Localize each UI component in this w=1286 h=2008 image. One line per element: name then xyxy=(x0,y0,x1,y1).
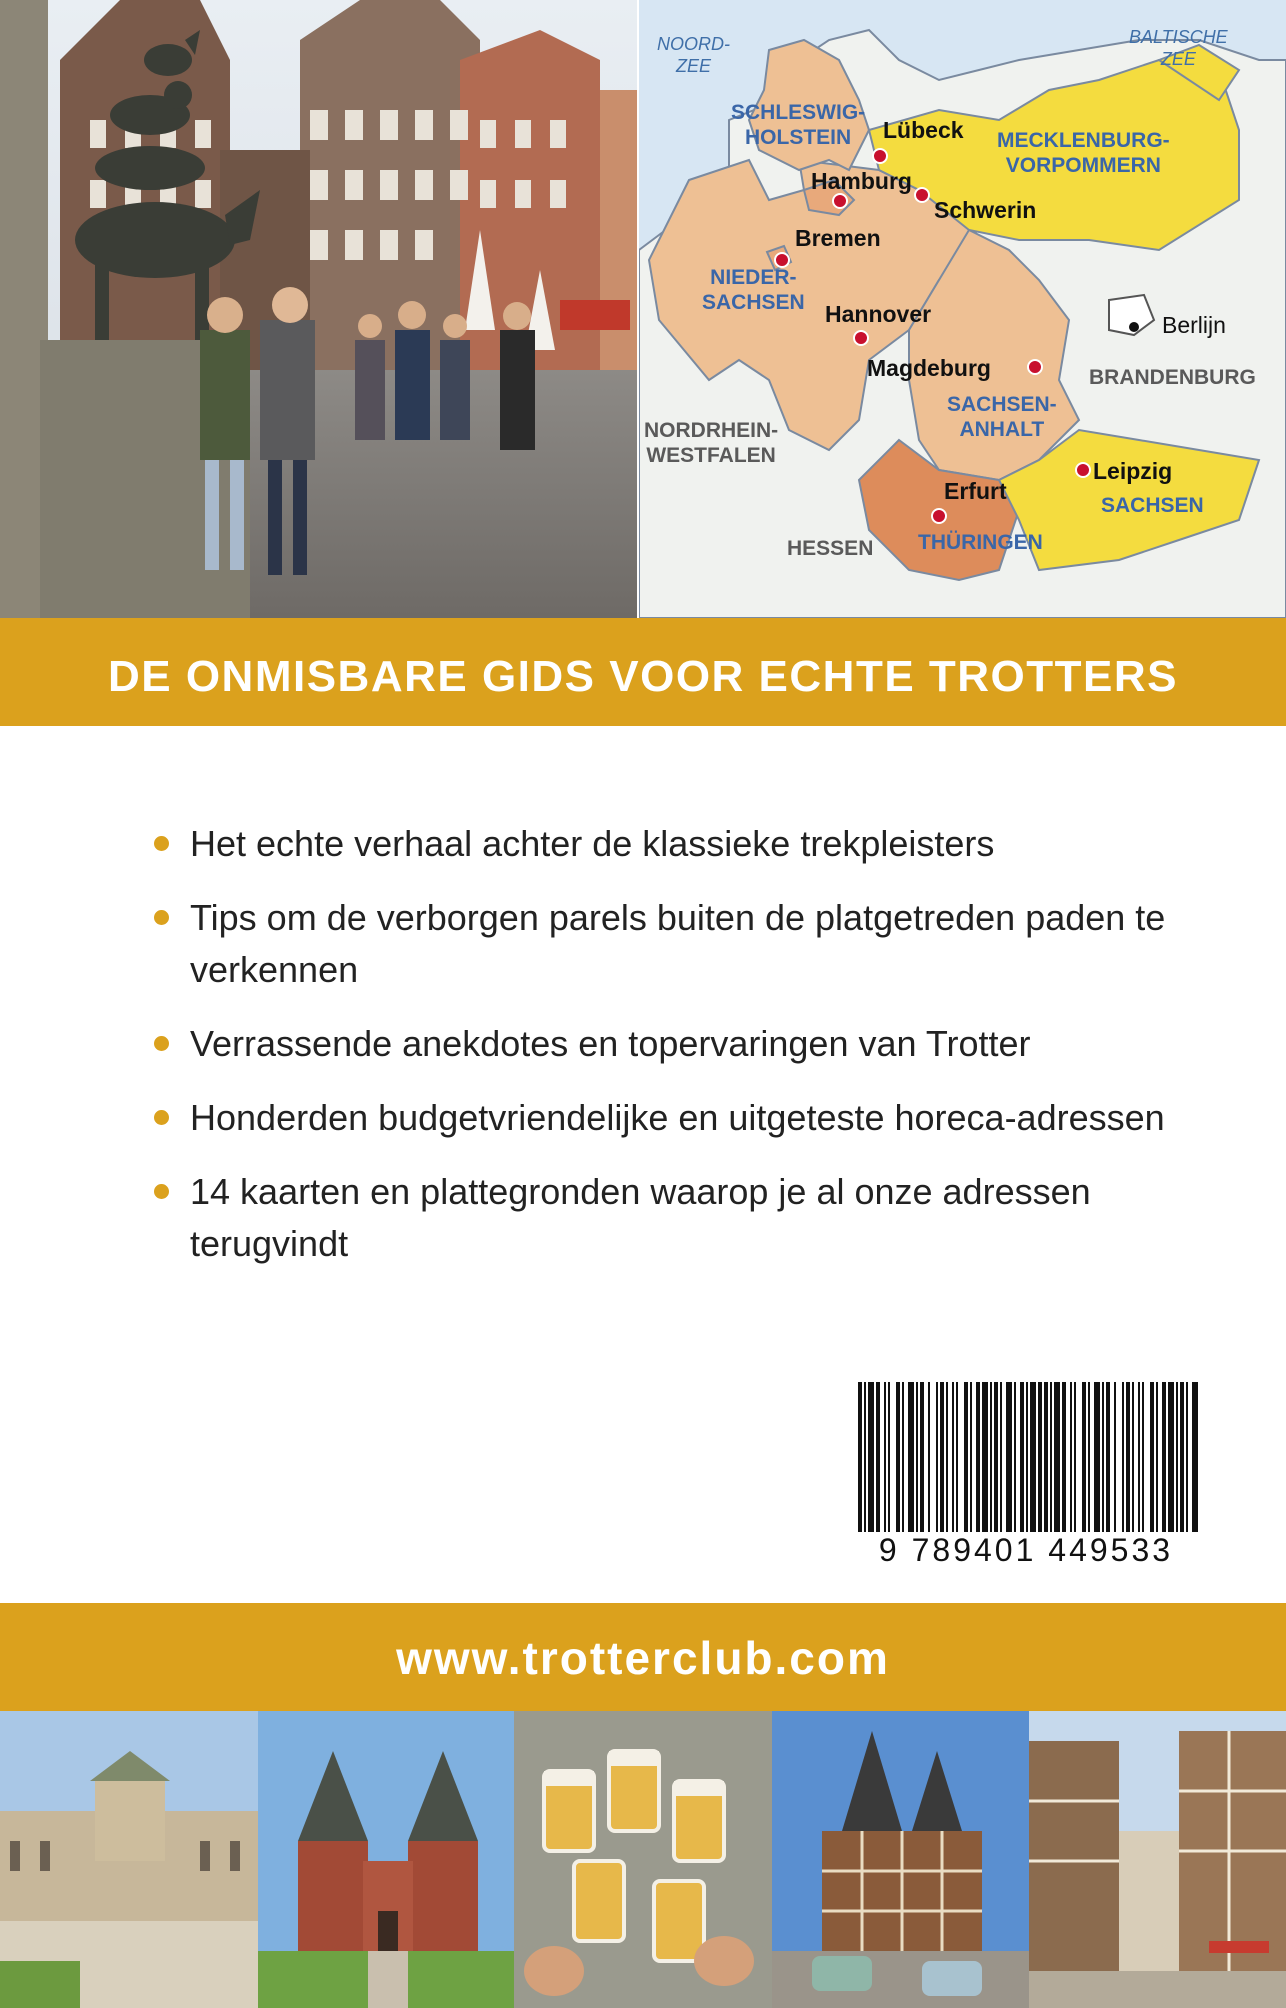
barcode-bar xyxy=(946,1382,948,1532)
half-timbered-street-photo xyxy=(1029,1711,1286,2008)
barcode-bar xyxy=(928,1382,930,1532)
state-label-schleswig-holstein: SCHLESWIG- HOLSTEIN xyxy=(731,101,866,149)
barcode-bar xyxy=(1142,1382,1144,1532)
germany-map xyxy=(639,0,1286,618)
zwinger-palace-photo xyxy=(0,1711,258,2008)
tagline-banner xyxy=(0,618,1286,726)
barcode-bar xyxy=(876,1382,880,1532)
barcode-bar xyxy=(1070,1382,1072,1532)
city-label-hannover: Hannover xyxy=(825,301,932,327)
barcode-bar xyxy=(1102,1382,1104,1532)
website-link[interactable]: www.trotterclub.com xyxy=(396,1632,890,1684)
barcode-bar xyxy=(940,1382,944,1532)
barcode-bar xyxy=(1132,1382,1134,1532)
barcode-bar xyxy=(868,1382,874,1532)
city-label-erfurt: Erfurt xyxy=(944,478,1007,504)
barcode-bar xyxy=(916,1382,918,1532)
barcode-bar xyxy=(1094,1382,1100,1532)
barcode-bar xyxy=(982,1382,988,1532)
state-label-thueringen: THÜRINGEN xyxy=(918,531,1043,554)
bremen-town-musicians-photo xyxy=(0,0,637,618)
barcode-bar xyxy=(1162,1382,1166,1532)
barcode-bar xyxy=(1000,1382,1002,1532)
barcode-bar xyxy=(1044,1382,1048,1532)
barcode-bar xyxy=(956,1382,958,1532)
barcode-bar xyxy=(964,1382,968,1532)
bullet-icon xyxy=(154,1184,169,1199)
barcode-bar xyxy=(1126,1382,1130,1532)
barcode-bar xyxy=(1138,1382,1140,1532)
barcode-bar xyxy=(884,1382,886,1532)
bullet-icon xyxy=(154,910,169,925)
barcode-bar xyxy=(920,1382,924,1532)
feature-item: Het echte verhaal achter de klassieke trekpleisters xyxy=(150,818,1210,870)
holstentor-photo xyxy=(258,1711,514,2008)
barcode-bar xyxy=(1030,1382,1036,1532)
state-label-hessen: HESSEN xyxy=(787,537,874,560)
barcode-bar xyxy=(1156,1382,1158,1532)
barcode-bar xyxy=(1192,1382,1198,1532)
feature-item: Verrassende anekdotes en topervaringen van Trotter xyxy=(150,1018,1210,1070)
state-label-niedersachsen: NIEDER- SACHSEN xyxy=(702,266,805,314)
state-label-nrw: NORDRHEIN- WESTFALEN xyxy=(644,419,779,467)
tagline-text: DE ONMISBARE GIDS VOOR ECHTE TROTTERS xyxy=(107,652,1178,701)
barcode-bar xyxy=(1088,1382,1090,1532)
bullet-icon xyxy=(154,1036,169,1051)
sea-label-noordzee: NOORD- ZEE xyxy=(657,34,730,76)
barcode-bar xyxy=(888,1382,890,1532)
barcode-bar xyxy=(1106,1382,1110,1532)
barcode-bar xyxy=(1014,1382,1016,1532)
sea-label-baltische: BALTISCHE ZEE xyxy=(1129,27,1228,69)
barcode-bar xyxy=(1050,1382,1052,1532)
barcode-bar xyxy=(902,1382,904,1532)
barcode-bar xyxy=(1150,1382,1154,1532)
barcode-bar xyxy=(1062,1382,1066,1532)
barcode-bar xyxy=(1114,1382,1116,1532)
beer-cheers-photo xyxy=(514,1711,772,2008)
barcode-bar xyxy=(1054,1382,1060,1532)
barcode-bar xyxy=(896,1382,900,1532)
wernigerode-townhall-photo xyxy=(772,1711,1029,2008)
barcode-bar xyxy=(1176,1382,1178,1532)
feature-item: Tips om de verborgen parels buiten de platgetreden paden te verkennen xyxy=(150,892,1210,996)
barcode-bar xyxy=(994,1382,998,1532)
barcode-bar xyxy=(1074,1382,1076,1532)
city-label-bremen: Bremen xyxy=(795,225,881,251)
feature-item: 14 kaarten en plattegronden waarop je al onze adressen terugvindt xyxy=(150,1166,1210,1270)
barcode-bar xyxy=(1180,1382,1184,1532)
barcode-bar xyxy=(864,1382,866,1532)
barcode-bar xyxy=(1122,1382,1124,1532)
city-label-berlijn: Berlijn xyxy=(1162,312,1226,338)
barcode-bar xyxy=(990,1382,992,1532)
website-banner xyxy=(0,1603,1286,1711)
city-label-magdeburg: Magdeburg xyxy=(867,355,991,381)
barcode-bar xyxy=(936,1382,938,1532)
city-label-hamburg: Hamburg xyxy=(811,168,912,194)
city-label-leipzig: Leipzig xyxy=(1093,458,1173,484)
barcode-bar xyxy=(970,1382,972,1532)
barcode-bar xyxy=(1026,1382,1028,1532)
state-label-brandenburg: BRANDENBURG xyxy=(1089,366,1256,389)
bullet-icon xyxy=(154,1110,169,1125)
barcode-bar xyxy=(1082,1382,1086,1532)
bullet-icon xyxy=(154,836,169,851)
barcode-bar xyxy=(1038,1382,1042,1532)
photo-strip xyxy=(0,1711,1286,2008)
isbn-number: 9 789401 449533 xyxy=(878,1532,1174,1568)
city-label-schwerin: Schwerin xyxy=(934,197,1037,223)
city-label-luebeck: Lübeck xyxy=(883,117,964,143)
state-label-mecklenburg: MECKLENBURG- VORPOMMERN xyxy=(997,129,1170,177)
barcode-bar xyxy=(976,1382,980,1532)
barcode-bar xyxy=(952,1382,954,1532)
barcode-bar xyxy=(1168,1382,1174,1532)
feature-list xyxy=(150,818,1210,1292)
state-label-sachsen: SACHSEN xyxy=(1101,494,1204,517)
barcode-bar xyxy=(908,1382,914,1532)
barcode-bar xyxy=(1006,1382,1012,1532)
feature-item: Honderden budgetvriendelijke en uitgeteste horeca-adressen xyxy=(150,1092,1210,1144)
barcode-bar xyxy=(1020,1382,1024,1532)
state-label-sachsen-anhalt: SACHSEN- ANHALT xyxy=(947,393,1057,441)
barcode-bar xyxy=(858,1382,862,1532)
barcode-bar xyxy=(1186,1382,1188,1532)
